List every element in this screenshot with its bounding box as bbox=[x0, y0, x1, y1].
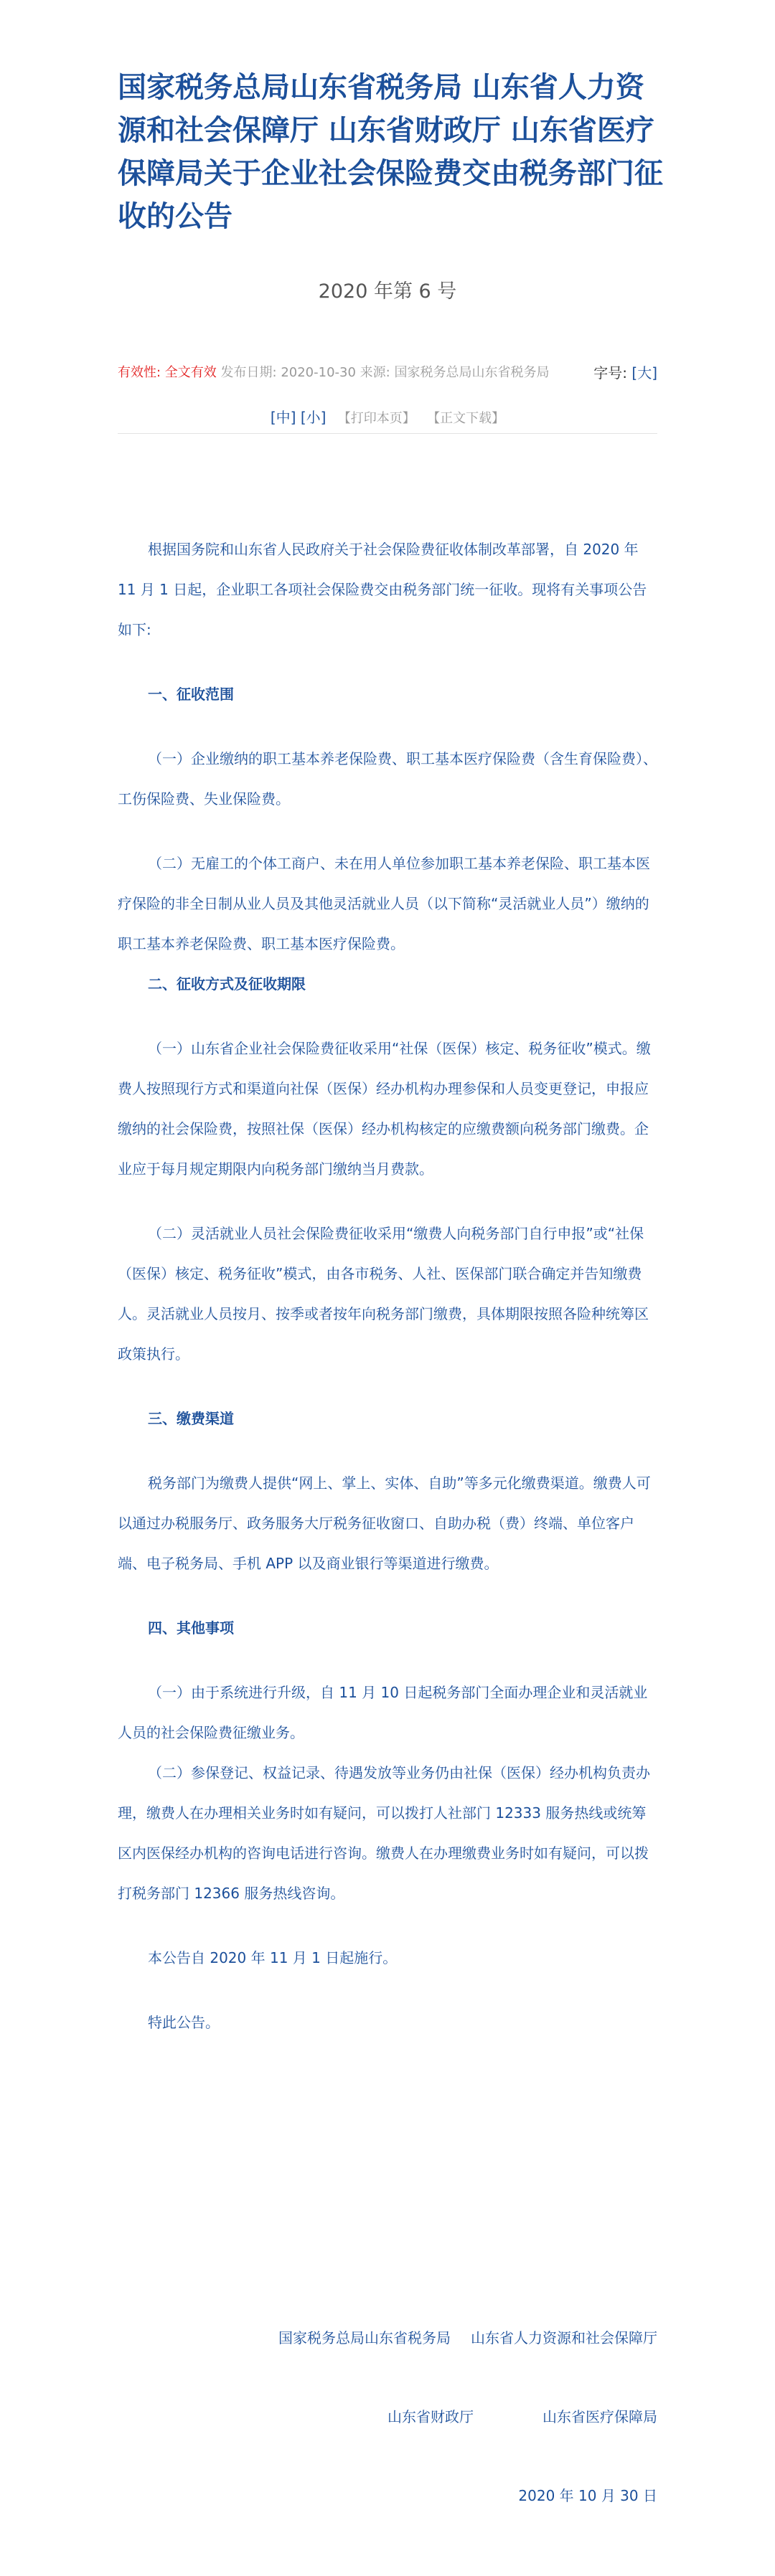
divider bbox=[118, 433, 657, 434]
effective-date-paragraph: 本公告自 2020 年 11 月 1 日起施行。 bbox=[148, 1949, 398, 1966]
font-size-label: 字号: bbox=[593, 364, 628, 382]
validity-status: 有效性: 全文有效 bbox=[118, 365, 217, 380]
page-title: 国家税务总局山东省税务局 山东省人力资源和社会保障厅 山东省财政厅 山东省医疗保障局关于企业社会保险费交由税务部门征收的公告 bbox=[118, 70, 663, 233]
signature-block bbox=[118, 2318, 657, 2516]
section-heading: 四、其他事项 bbox=[148, 1619, 234, 1637]
download-text-link[interactable]: 【正文下载】 bbox=[427, 411, 505, 426]
font-size-large-link[interactable]: [大] bbox=[631, 364, 657, 382]
section-heading: 三、缴费渠道 bbox=[148, 1410, 234, 1427]
source: 来源: 国家税务总局山东省税务局 bbox=[360, 365, 550, 380]
publish-date: 发布日期: 2020-10-30 bbox=[220, 365, 356, 380]
paragraph: （一）山东省企业社会保险费征收采用“社保（医保）核定、税务征收”模式。缴费人按照现行方式和渠道向社保（医保）经办机构办理参保和人员变更登记，申报应缴纳的社会保险费，按照社保（医保）经办机构核定的应缴费额向税务部门缴费。企业应于每月规定期限内向税务部门缴纳当月费款。 bbox=[118, 1040, 651, 1178]
paragraph: （二）灵活就业人员社会保险费征收采用“缴费人向税务部门自行申报”或“社保（医保）核定、税务征收”模式，由各市税务、人社、医保部门联合确定并告知缴费人。灵活就业人员按月、按季或者按年向税务部门缴费，具体期限按照各险种统筹区政策执行。 bbox=[118, 1225, 649, 1363]
font-size-medium-link[interactable]: [中] bbox=[270, 409, 296, 426]
article-body bbox=[118, 529, 657, 2042]
paragraph: 税务部门为缴费人提供“网上、掌上、实体、自助”等多元化缴费渠道。缴费人可以通过办税服务厅、政务服务大厅税务征收窗口、自助办税（费）终端、单位客户端、电子税务局、手机 APP 以及商业银行等渠道进行缴费。 bbox=[118, 1474, 651, 1572]
signatory-org: 国家税务总局山东省税务局 bbox=[278, 2329, 451, 2347]
font-size-control bbox=[593, 359, 657, 387]
closing-paragraph: 特此公告。 bbox=[148, 2014, 220, 2031]
intro-paragraph: 根据国务院和山东省人民政府关于社会保险费征收体制改革部署，自 2020 年 11 月 1 日起，企业职工各项社会保险费交由税务部门统一征收。现将有关事项公告如下: bbox=[118, 541, 647, 638]
paragraph: （一）由于系统进行升级，自 11 月 10 日起税务部门全面办理企业和灵活就业人员的社会保险费征缴业务。 bbox=[118, 1684, 648, 1741]
signatory-org: 山东省财政厅 bbox=[388, 2408, 474, 2425]
document-number: 2020 年第 6 号 bbox=[318, 280, 457, 303]
signature-date: 2020 年 10 月 30 日 bbox=[518, 2487, 657, 2504]
section-heading: 一、征收范围 bbox=[148, 686, 234, 703]
font-size-small-link[interactable]: [小] bbox=[300, 409, 327, 426]
signatory-org: 山东省医疗保障局 bbox=[542, 2408, 657, 2425]
section-heading: 二、征收方式及征收期限 bbox=[148, 975, 306, 993]
tool-row bbox=[118, 403, 657, 432]
meta-info-bar bbox=[118, 359, 657, 387]
paragraph: （二）无雇工的个体工商户、未在用人单位参加职工基本养老保险、职工基本医疗保险的非全日制从业人员及其他灵活就业人员（以下简称“灵活就业人员”）缴纳的职工基本养老保险费、职工基本医疗保险费。 bbox=[118, 855, 650, 952]
paragraph: （二）参保登记、权益记录、待遇发放等业务仍由社保（医保）经办机构负责办理，缴费人在办理相关业务时如有疑问，可以拨打人社部门 12333 服务热线或统筹区内医保经办机构的咨询电话进行咨询。缴费人在办理缴费业务时如有疑问，可以拨打税务部门 12366 服务热线咨询。 bbox=[118, 1764, 650, 1902]
print-page-link[interactable]: 【打印本页】 bbox=[337, 411, 415, 426]
paragraph: （一）企业缴纳的职工基本养老保险费、职工基本医疗保险费（含生育保险费）、工伤保险费、失业保险费。 bbox=[118, 750, 657, 808]
signatory-org: 山东省人力资源和社会保障厅 bbox=[471, 2329, 657, 2347]
